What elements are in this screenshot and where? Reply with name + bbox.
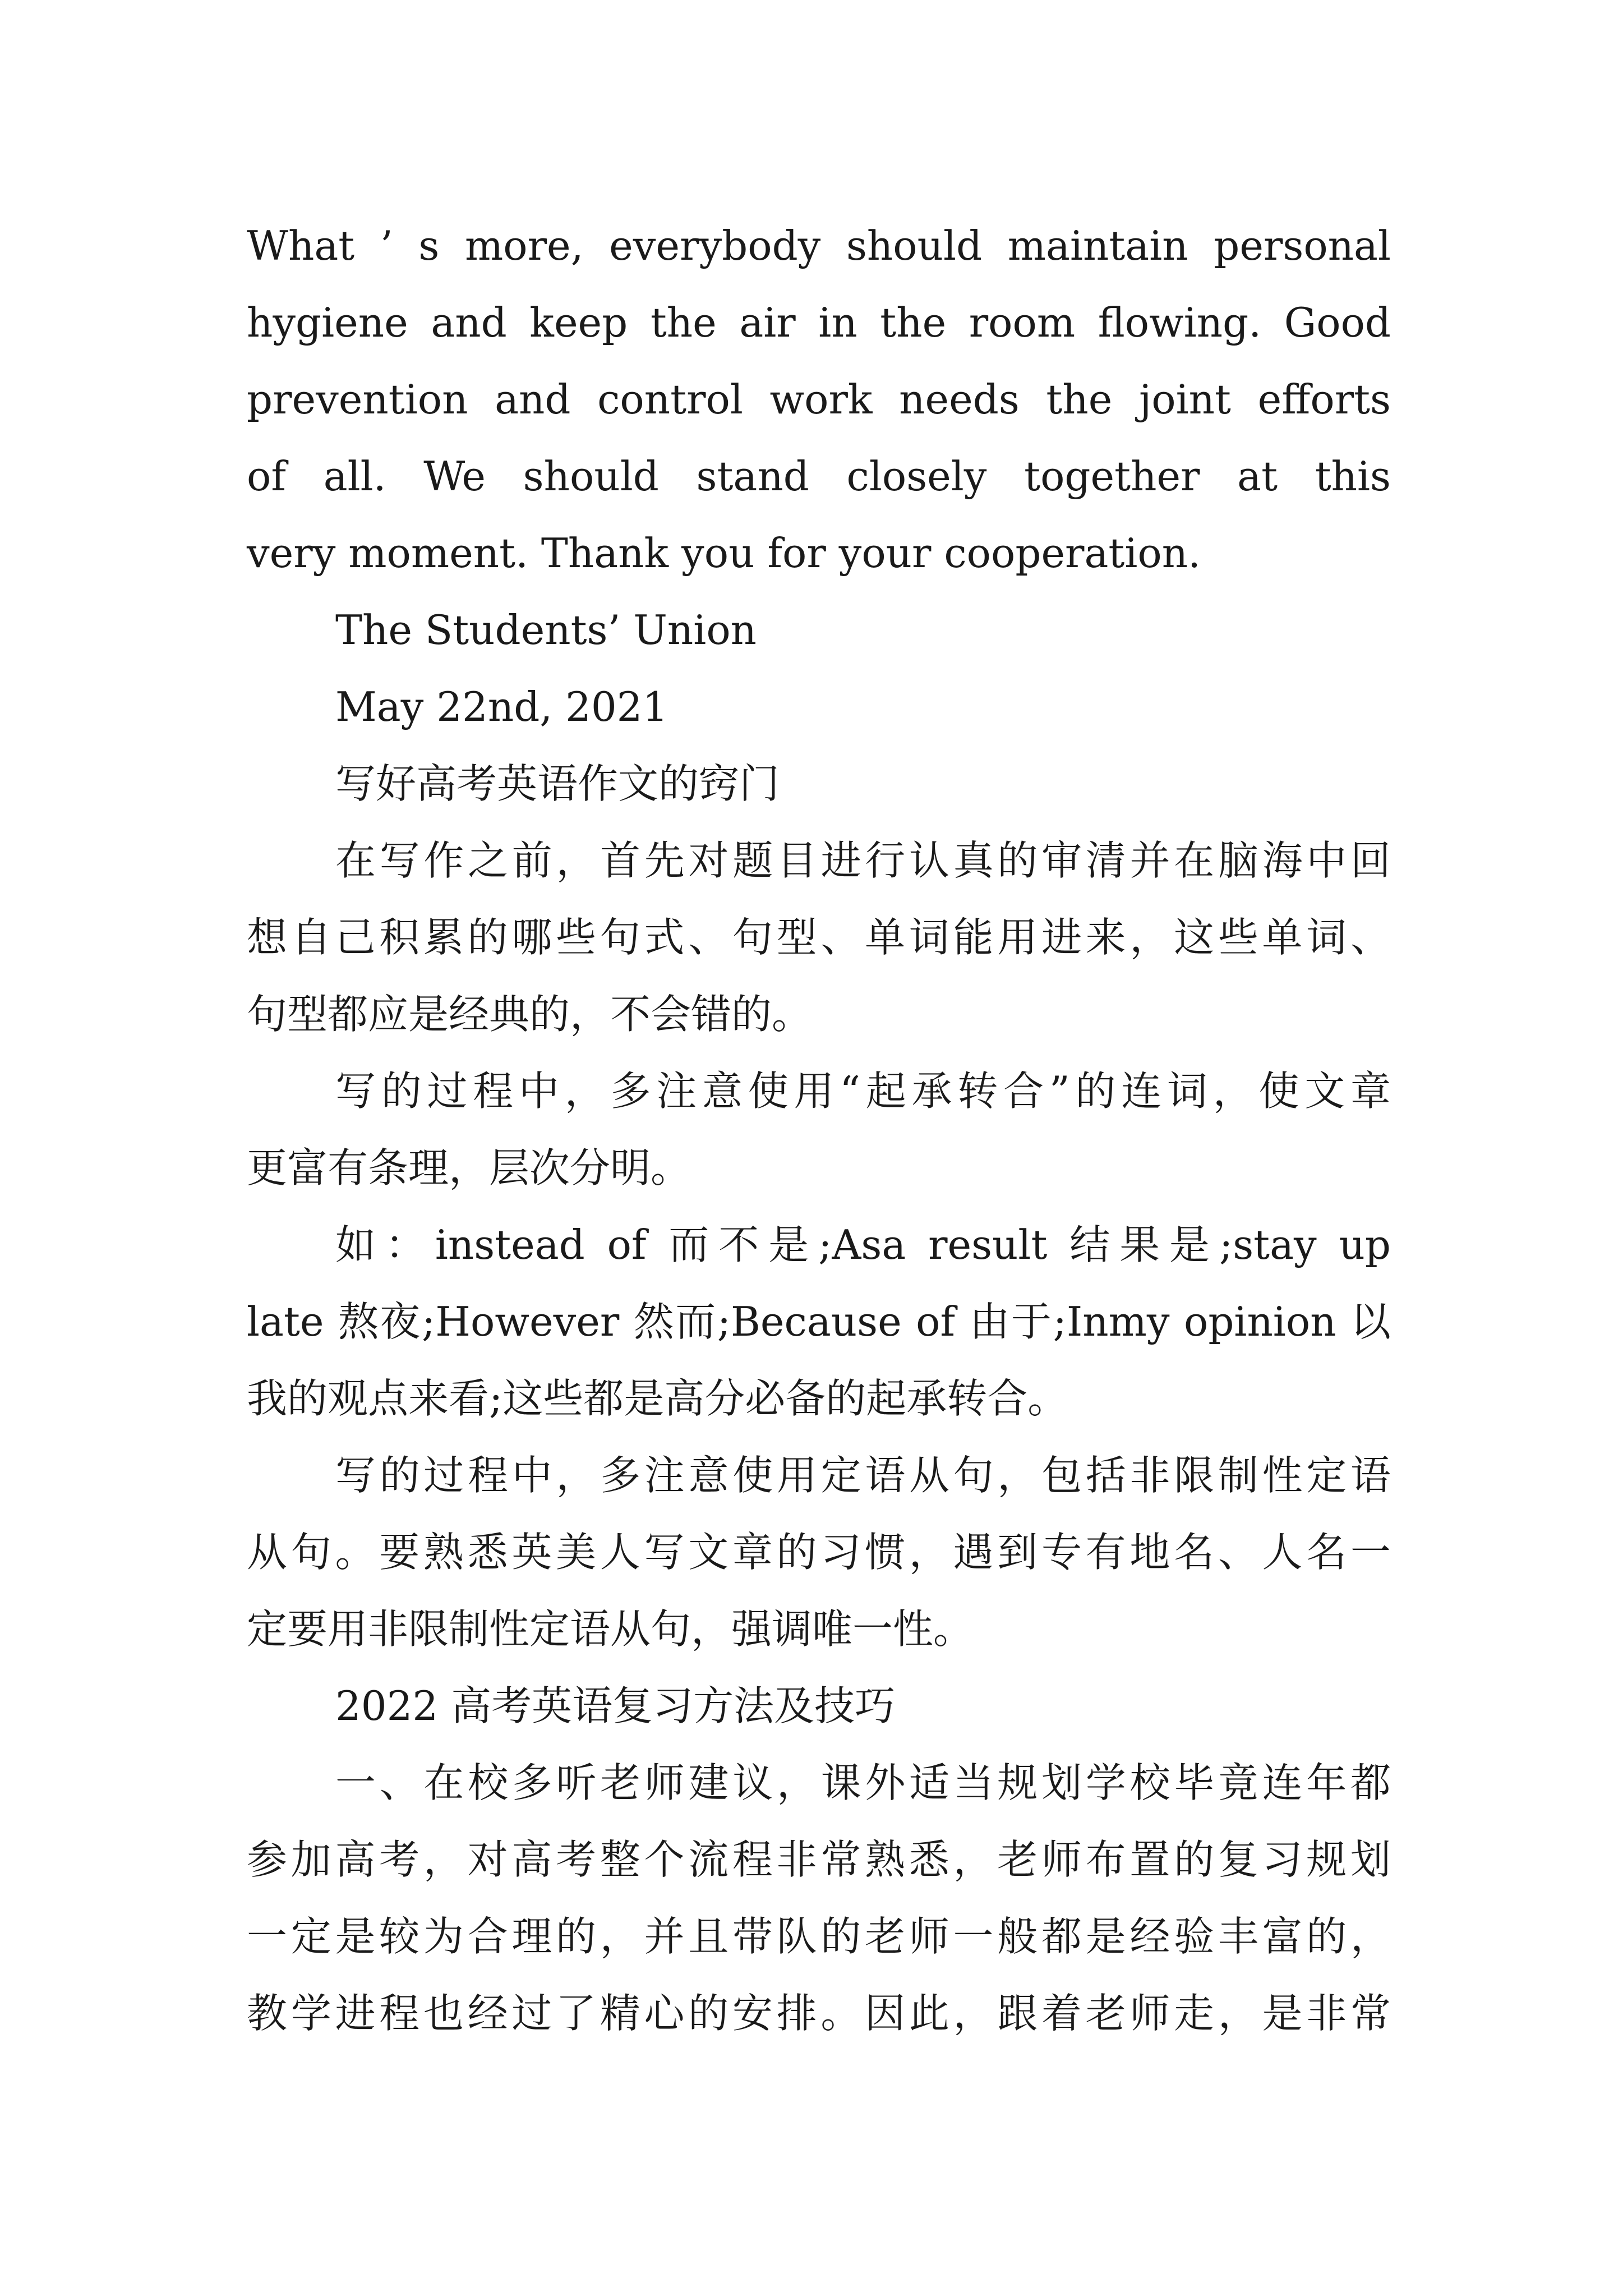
text-line-2: hygiene and keep the air in the room flowing. Good	[247, 299, 1391, 346]
section-heading-review: 2022 高考英语复习方法及技巧	[335, 1682, 896, 1729]
text-line-23: 一定是较为合理的，并且带队的老师一般都是经验丰富的，	[247, 1913, 1391, 1960]
text-line-16: 我的观点来看;这些都是高分必备的起承转合。	[247, 1375, 1068, 1422]
text-line-10: 想自己积累的哪些句式、句型、单词能用进来，这些单词、	[247, 914, 1391, 961]
section-heading-tips: 写好高考英语作文的窍门	[335, 760, 780, 807]
text-line-24: 教学进程也经过了精心的安排。因此，跟着老师走，是非常	[247, 1990, 1391, 2037]
text-line-5: very moment. Thank you for your cooperation.	[247, 530, 1201, 577]
text-line-4: of all. We should stand closely together at this	[247, 453, 1391, 500]
text-line-13: 更富有条理，层次分明。	[247, 1144, 691, 1191]
text-line-22: 参加高考，对高考整个流程非常熟悉，老师布置的复习规划	[247, 1836, 1391, 1883]
text-line-19: 定要用非限制性定语从句，强调唯一性。	[247, 1605, 974, 1653]
text-line-17: 写的过程中，多注意使用定语从句，包括非限制性定语	[335, 1452, 1391, 1499]
text-line-14: 如：instead of 而不是;Asa result 结果是;stay up	[335, 1221, 1391, 1268]
document-page	[247, 208, 1391, 2052]
text-line-9: 在写作之前，首先对题目进行认真的审清并在脑海中回	[335, 837, 1391, 884]
signature-date: May 22nd, 2021	[335, 683, 668, 730]
text-line-11: 句型都应是经典的，不会错的。	[247, 991, 813, 1038]
text-line-21: 一、在校多听老师建议，课外适当规划学校毕竟连年都	[335, 1759, 1391, 1806]
text-line-3: prevention and control work needs the joint efforts	[247, 376, 1391, 423]
signature-org: The Students’ Union	[335, 606, 757, 654]
text-line-1: What ’ s more, everybody should maintain personal	[247, 222, 1391, 269]
text-line-12: 写的过程中，多注意使用“起承转合”的连词，使文章	[335, 1068, 1391, 1115]
text-line-18: 从句。要熟悉英美人写文章的习惯，遇到专有地名、人名一	[247, 1529, 1391, 1576]
text-line-15: late 熬夜;However 然而;Because of 由于;Inmy opinion 以	[247, 1298, 1391, 1345]
